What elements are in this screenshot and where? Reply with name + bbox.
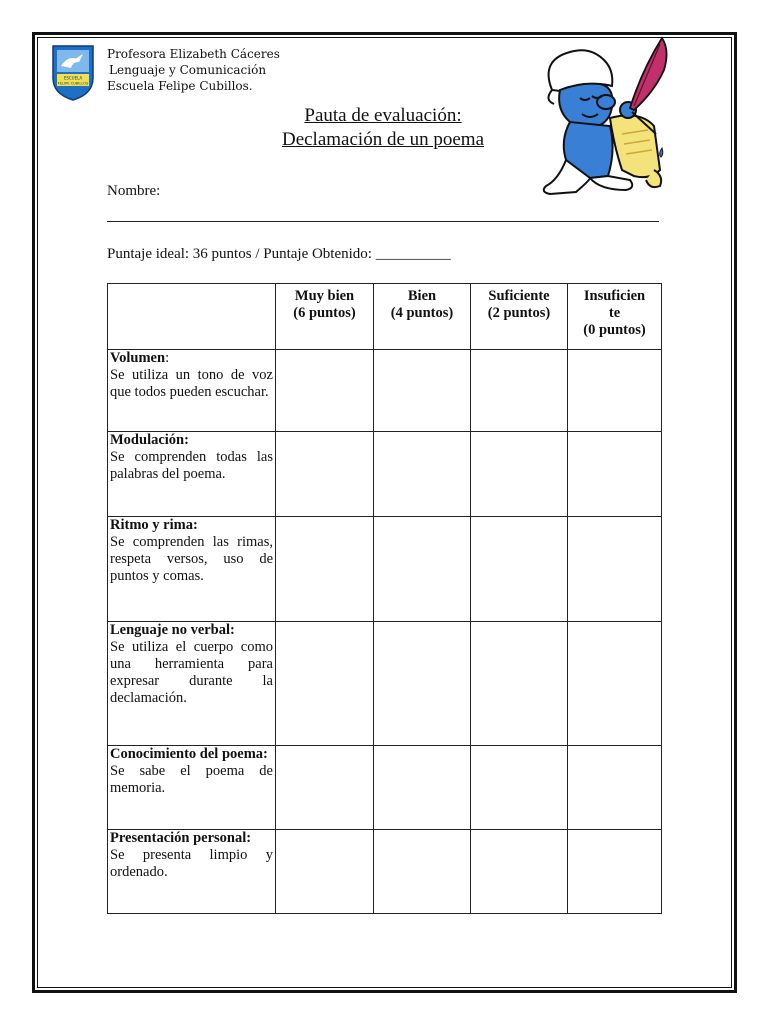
subject-name: Lenguaje y Comunicación bbox=[109, 63, 267, 77]
logo-text-line2: FELIPE CUBILLOS bbox=[57, 81, 89, 86]
criterion-title-suffix: : bbox=[165, 350, 170, 366]
criterion-ritmo-y-rima bbox=[108, 517, 276, 622]
criterion-lenguaje-no-verbal bbox=[108, 622, 276, 746]
score-cell[interactable] bbox=[276, 622, 374, 746]
evaluation-rubric-table bbox=[107, 283, 662, 914]
title-line2: Declamación de un poema bbox=[281, 129, 485, 150]
criterion-presentacion-personal bbox=[108, 830, 276, 914]
score-cell[interactable] bbox=[374, 350, 471, 432]
table-row bbox=[108, 622, 662, 746]
score-cell[interactable] bbox=[471, 517, 568, 622]
criterion-description: Se comprenden las rimas, respeta versos, uso de puntos y comas. bbox=[110, 534, 273, 584]
smurf-writer-illustration bbox=[530, 30, 676, 198]
criterion-description: Se utiliza el cuerpo como una herramienta para expresar durante la declamación. bbox=[110, 639, 273, 706]
criterion-title: Volumen bbox=[110, 350, 166, 366]
column-header-bien: Bien (4 puntos) bbox=[374, 284, 471, 350]
score-cell[interactable] bbox=[374, 622, 471, 746]
score-cell[interactable] bbox=[276, 350, 374, 432]
column-header-muy-bien: Muy bien (6 puntos) bbox=[276, 284, 374, 350]
school-logo bbox=[49, 42, 97, 102]
logo-text-line1: ESCUELA bbox=[63, 75, 83, 81]
teacher-name: Profesora Elizabeth Cáceres bbox=[107, 47, 280, 61]
score-cell[interactable] bbox=[471, 830, 568, 914]
score-cell[interactable] bbox=[276, 746, 374, 830]
table-row bbox=[108, 432, 662, 517]
teacher-header bbox=[107, 46, 280, 94]
name-blank-line[interactable] bbox=[107, 221, 659, 222]
criterion-title: Lenguaje no verbal: bbox=[110, 622, 235, 638]
criterion-description: Se presenta limpio y ordenado. bbox=[110, 847, 273, 880]
criterion-conocimiento-del-poema bbox=[108, 746, 276, 830]
score-cell[interactable] bbox=[568, 830, 662, 914]
score-line: Puntaje ideal: 36 puntos / Puntaje Obtenido: __________ bbox=[107, 246, 451, 262]
table-row bbox=[108, 517, 662, 622]
criterion-description: Se sabe el poema de memoria. bbox=[110, 763, 273, 796]
score-cell[interactable] bbox=[471, 432, 568, 517]
score-cell[interactable] bbox=[374, 517, 471, 622]
score-cell[interactable] bbox=[374, 432, 471, 517]
score-cell[interactable] bbox=[568, 432, 662, 517]
criterion-description: Se comprenden todas las palabras del poema. bbox=[110, 449, 273, 482]
table-row bbox=[108, 746, 662, 830]
score-cell[interactable] bbox=[568, 622, 662, 746]
score-cell[interactable] bbox=[276, 830, 374, 914]
criterion-volumen bbox=[108, 350, 276, 432]
title-line1: Pauta de evaluación: bbox=[304, 105, 462, 126]
score-cell[interactable] bbox=[471, 622, 568, 746]
column-header-insuficiente: Insuficien te (0 puntos) bbox=[568, 284, 662, 350]
score-cell[interactable] bbox=[568, 746, 662, 830]
score-cell[interactable] bbox=[374, 830, 471, 914]
column-header-suficiente: Suficiente (2 puntos) bbox=[471, 284, 568, 350]
name-label: Nombre: bbox=[107, 183, 161, 199]
header-empty-cell bbox=[108, 284, 276, 350]
criterion-title: Presentación personal: bbox=[110, 830, 252, 846]
table-row bbox=[108, 350, 662, 432]
score-cell[interactable] bbox=[568, 350, 662, 432]
score-cell[interactable] bbox=[276, 432, 374, 517]
table-row bbox=[108, 830, 662, 914]
score-cell[interactable] bbox=[471, 746, 568, 830]
criterion-title: Conocimiento del poema: bbox=[110, 746, 268, 762]
table-header-row bbox=[108, 284, 662, 350]
score-cell[interactable] bbox=[374, 746, 471, 830]
score-cell[interactable] bbox=[568, 517, 662, 622]
criterion-title: Ritmo y rima: bbox=[110, 517, 198, 533]
criterion-description: Se utiliza un tono de voz que todos pueden escuchar. bbox=[110, 367, 273, 400]
school-name: Escuela Felipe Cubillos. bbox=[107, 79, 253, 93]
criterion-title: Modulación: bbox=[110, 432, 189, 448]
score-cell[interactable] bbox=[276, 517, 374, 622]
score-cell[interactable] bbox=[471, 350, 568, 432]
criterion-modulacion bbox=[108, 432, 276, 517]
document-title bbox=[250, 104, 516, 152]
